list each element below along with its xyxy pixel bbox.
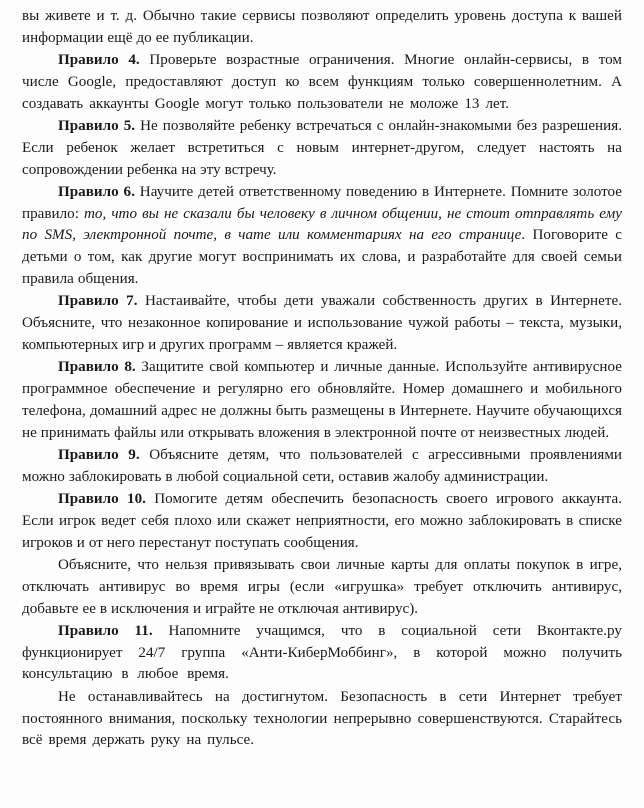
paragraph-text: Не останавливайтесь на достигнутом. Безопасность в сети Интернет требует постоянного внимания, поскольку технологии непрерывно совершенствуются. Старайтесь всё время держать руку на пульсе. [22, 688, 622, 749]
paragraph-text: Напомните учащимся, что в социальной сети Вконтакте.ру функционирует 24/7 группа «Анти-КиберМоббинг», в которой можно получить консультацию в любое время. [22, 622, 622, 683]
paragraph-text-after: . Поговорите с детьми о том, как другие могут воспринимать их слова, и разработайте для своей семьи правила общения. [22, 227, 622, 288]
paragraph-text: Проверьте возрастные ограничения. Многие онлайн-сервисы, в том числе Google, предоставляют доступ ко всем функциям только совершеннолетним. А создавать аккаунты Google могут только пользователи не моложе 13 лет. [22, 52, 622, 112]
paragraph-rule-6 [22, 182, 622, 291]
paragraph-text: Научите детей ответственному поведению в Интернете. Помните золотое правило: [22, 183, 623, 222]
paragraph-italic-quote: то, что вы не сказали бы человеку в личном общении, не стоит отправлять ему по SMS, электронной почте, в чате или комментариях на его странице [22, 205, 622, 244]
paragraph-text: вы живете и т. д. Обычно такие сервисы позволяют определить уровень доступа к вашей информации ещё до ее публикации. [22, 8, 622, 46]
paragraph-text: Не позволяйте ребенку встречаться с онлайн-знакомыми без разрешения. Если ребенок желает встретиться с новым интернет-другом, следует настоять на сопровождении ребенка на эту встречу. [22, 117, 622, 178]
paragraph-intro-continued [22, 6, 622, 50]
rule-label: Правило 10. [58, 491, 146, 508]
paragraph-text: Объясните, что нельзя привязывать свои личные карты для оплаты покупок в игре, отключать антивирус во время игры (если «игрушка» требует отключить антивирус, добавьте ее в исключения и играйте не отключая антивирус). [22, 556, 622, 617]
rule-label: Правило 8. [58, 359, 136, 376]
paragraph-rule-4 [22, 50, 622, 115]
rule-label: Правило 11. [58, 622, 153, 639]
rule-label: Правило 7. [58, 293, 138, 310]
paragraph-rule-10 [22, 489, 622, 554]
paragraph-text: Объясните детям, что пользователей с агрессивными проявлениями можно заблокировать в любой социальной сети, оставив жалобу администрации. [22, 446, 622, 485]
rule-label: Правило 9. [58, 446, 140, 463]
paragraph-text: Защитите свой компьютер и личные данные. Используйте антивирусное программное обеспечение и регулярно его обновляйте. Номер домашнего и мобильного телефона, домашний адрес не должны быть размещены в Интернете. Научите обучающихся не принимать файлы или открывать вложения в электронной почте от неизвестных людей. [22, 359, 622, 441]
paragraph-rule-5 [22, 116, 622, 181]
paragraph-rule-7 [22, 291, 622, 356]
paragraph-rule-10-note [22, 555, 622, 620]
rule-label: Правило 6. [58, 183, 135, 200]
paragraph-text: Настаивайте, чтобы дети уважали собственность других в Интернете. Объясните, что незаконное копирование и использование чужой работы – текста, музыки, компьютерных игр и других программ – является кражей. [22, 293, 622, 353]
paragraph-rule-9 [22, 445, 622, 489]
rule-label: Правило 5. [58, 117, 136, 134]
paragraph-closing [22, 687, 622, 752]
rule-label: Правило 4. [58, 52, 140, 69]
paragraph-text: Помогите детям обеспечить безопасность своего игрового аккаунта. Если игрок ведет себя плохо или скажет неприятности, его можно заблокировать в списке игроков и от него перестанут поступать сообщения. [22, 491, 622, 551]
paragraph-rule-8 [22, 357, 622, 444]
paragraph-rule-11 [22, 621, 622, 686]
